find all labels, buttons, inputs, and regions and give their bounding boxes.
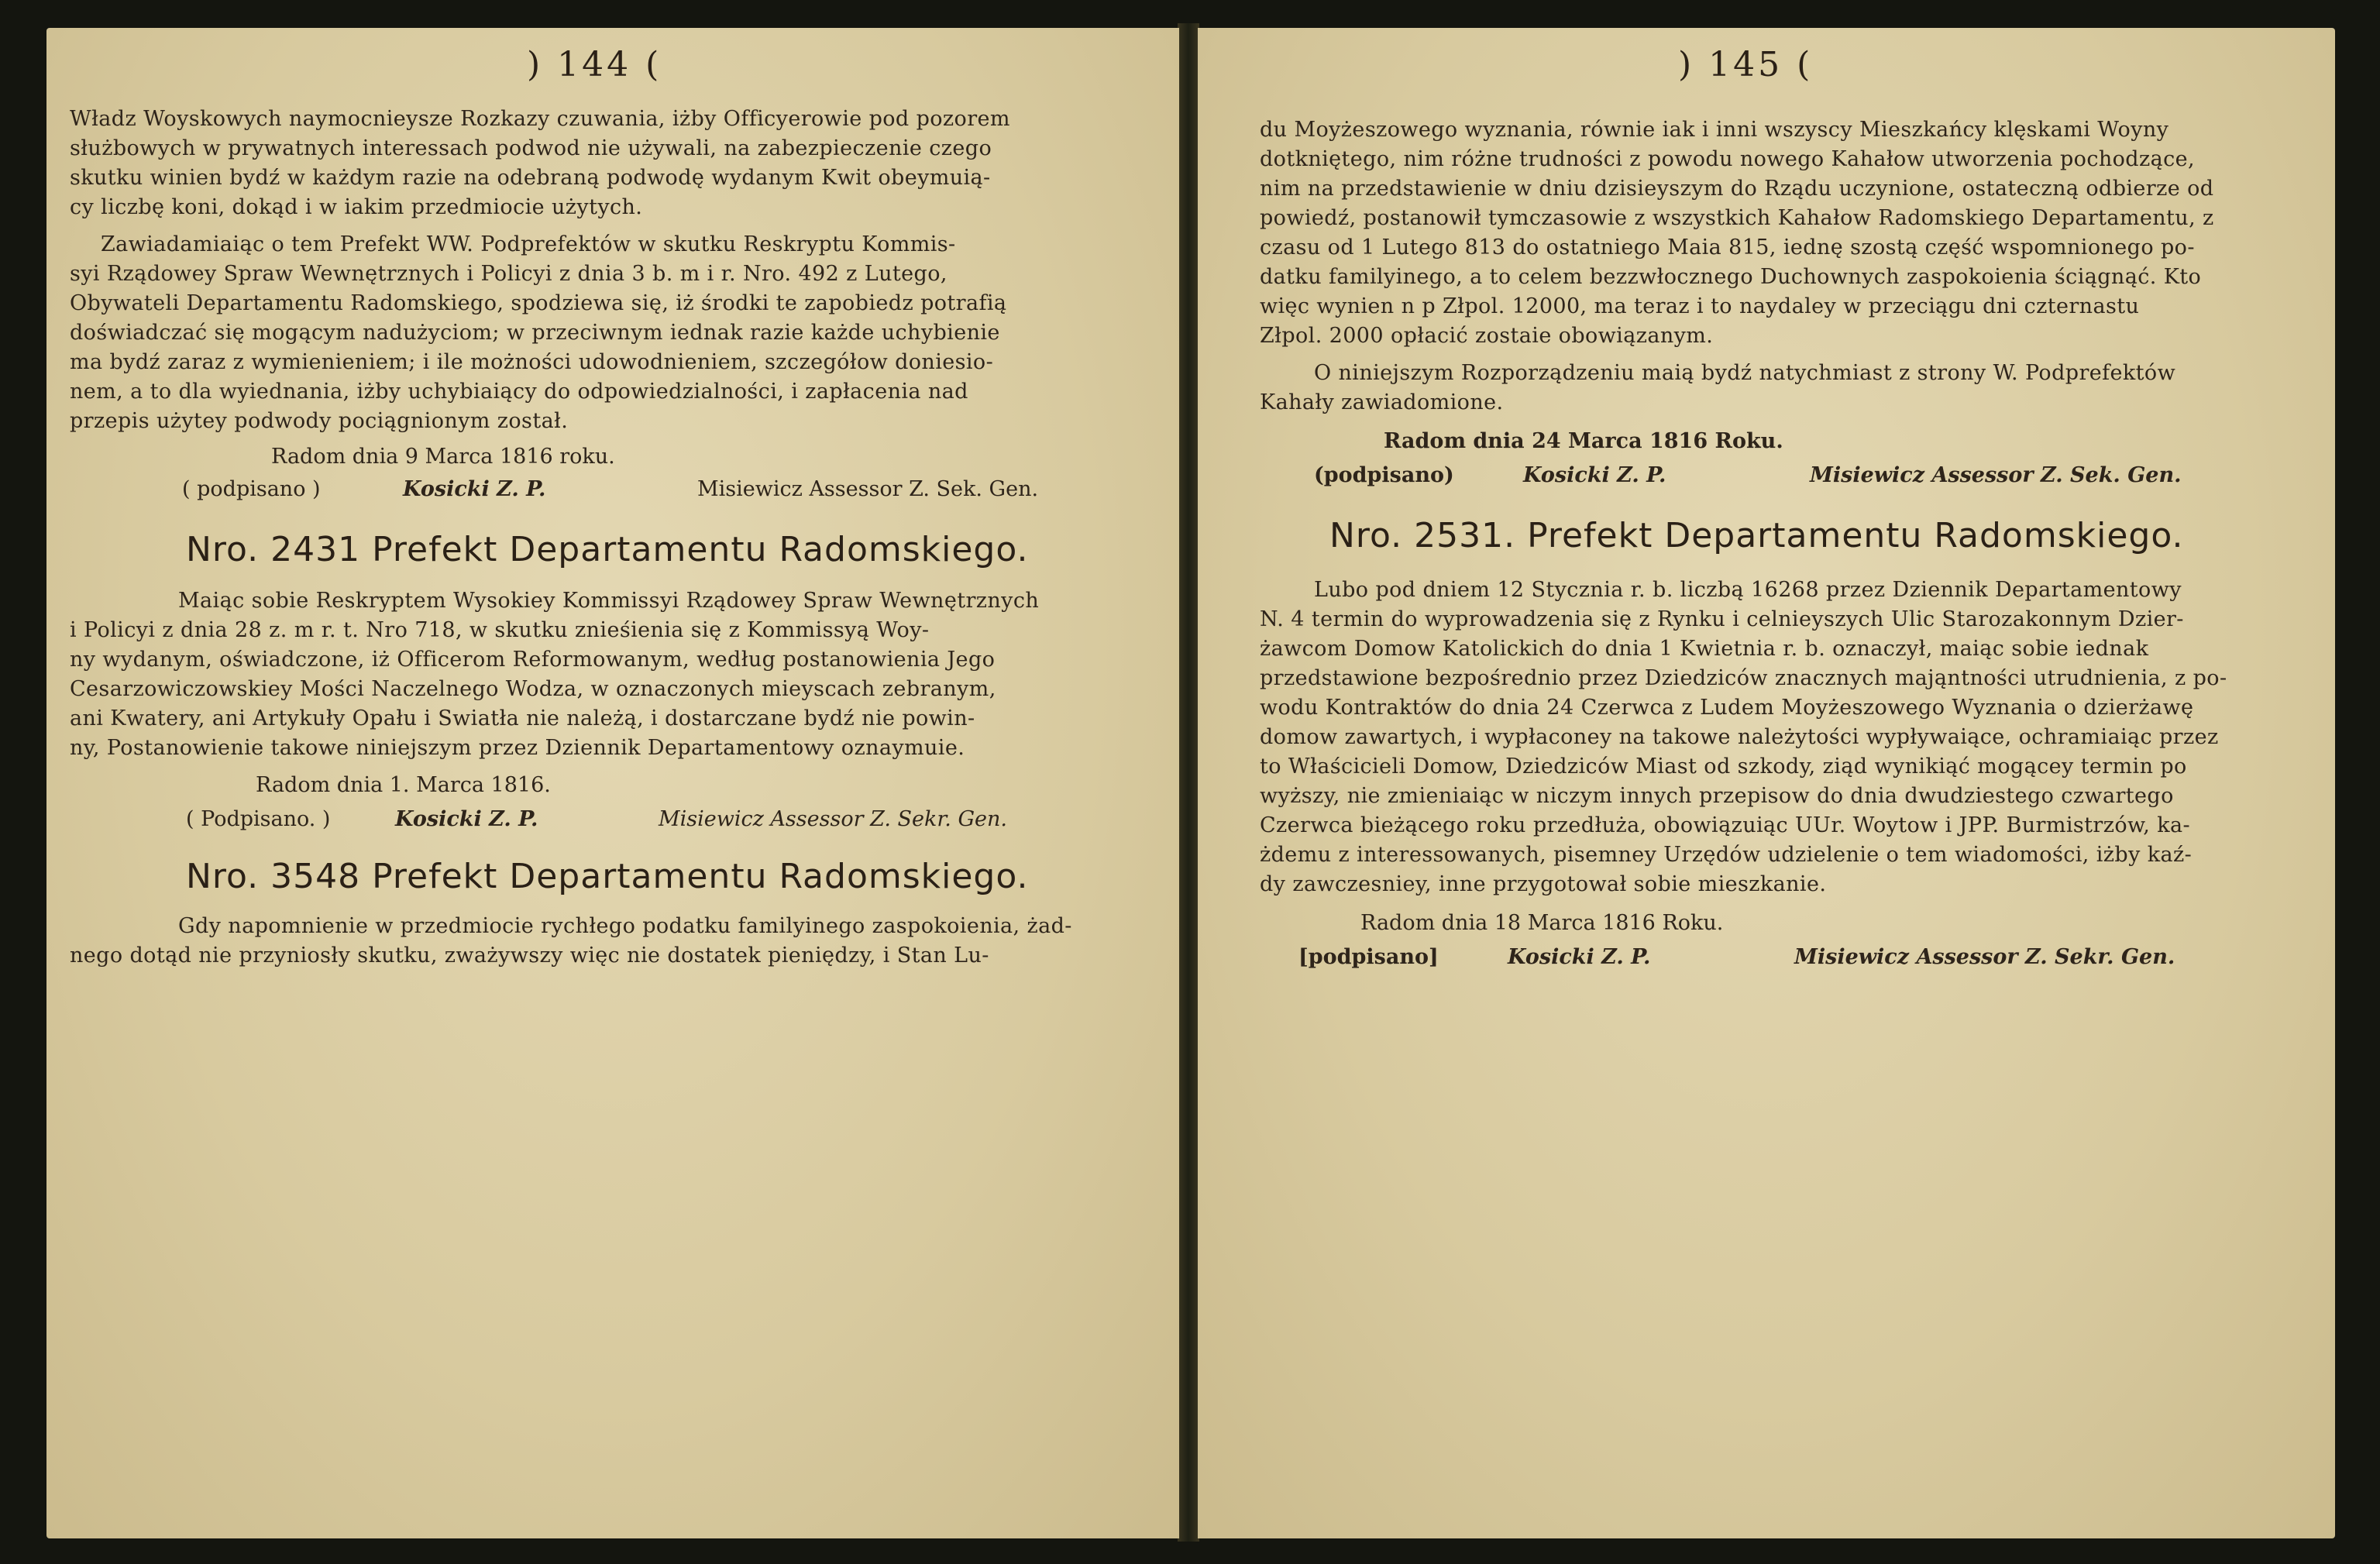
text-line: O niniejszym Rozporządzeniu maią bydź natychmiast z strony W. Podprefektów: [1314, 361, 2176, 385]
text-line: Lubo pod dniem 12 Stycznia r. b. liczbą 16268 przez Dziennik Departamentowy: [1314, 578, 2182, 602]
text-line: dotkniętego, nim różne trudności z powodu nowego Kahałow utworzenia pochodzące,: [1260, 147, 2195, 171]
signed-mark: [podpisano]: [1298, 945, 1439, 969]
text-line: datku familyinego, a to celem bezzwłocznego Duchownych zaspokoienia ściągnąć. Kto: [1260, 265, 2202, 289]
left-page: [46, 28, 1179, 1538]
text-line: Obywateli Departamentu Radomskiego, spodziewa się, iż środki te zapobiedz potrafią: [70, 291, 1007, 315]
book-gutter: [1178, 23, 1199, 1542]
signature-assessor: Misiewicz Assessor Z. Sekr. Gen.: [1794, 945, 2175, 969]
text-line: ny wydanym, oświadczone, iż Officerom Reformowanym, według postanowienia Jego: [70, 648, 996, 672]
dateline: Radom dnia 1. Marca 1816.: [256, 773, 551, 797]
section-heading: Nro. 3548 Prefekt Departamentu Radomskiego.: [186, 857, 1029, 896]
text-line: du Moyżeszowego wyznania, równie iak i inni wszyscy Mieszkańcy klęskami Woyny: [1260, 118, 2169, 142]
text-line: Zawiadamiaiąc o tem Prefekt WW. Podprefektów w skutku Reskryptu Kommis-: [101, 232, 956, 256]
signature-name: Kosicki Z. P.: [1508, 945, 1651, 969]
text-line: więc wynien n p Złpol. 12000, ma teraz i to naydaley w przeciągu dni czternastu: [1260, 294, 2140, 318]
text-line: żdemu z interessowanych, pisemney Urzędów udzielenie o tem wiadomości, iżby kaź-: [1260, 843, 2193, 867]
text-line: domow zawartych, i wypłaconey na takowe należytości wypływaiące, ochramiaiąc przez: [1260, 725, 2219, 749]
signed-mark: (podpisano): [1314, 463, 1454, 487]
text-line: służbowych w prywatnych interessach podwod nie używali, na zabezpieczenie czego: [70, 136, 992, 160]
signature-assessor: Misiewicz Assessor Z. Sek. Gen.: [1810, 463, 2182, 487]
text-line: ma bydź zaraz z wymienieniem; i ile możności udowodnieniem, szczegółow doniesio-: [70, 350, 994, 374]
text-line: syi Rządowey Spraw Wewnętrznych i Policyi z dnia 3 b. m i r. Nro. 492 z Lutego,: [70, 262, 948, 286]
text-line: powiedź, postanowił tymczasowie z wszystkich Kahałow Radomskiego Departamentu, z: [1260, 206, 2214, 230]
text-line: cy liczbę koni, dokąd i w iakim przedmiocie użytych.: [70, 195, 643, 219]
text-line: przepis użytey podwody pociągnionym został.: [70, 409, 569, 433]
section-heading: Nro. 2531. Prefekt Departamentu Radomskiego.: [1329, 516, 2184, 555]
text-line: Złpol. 2000 opłacić zostaie obowiązanym.: [1260, 324, 1714, 348]
page-number: ) 144 (: [527, 45, 662, 84]
text-line: ny, Postanowienie takowe niniejszym przez Dziennik Departamentowy oznaymuie.: [70, 736, 965, 760]
text-line: Maiąc sobie Reskryptem Wysokiey Kommissyi Rządowey Spraw Wewnętrznych: [178, 589, 1040, 613]
text-line: Władz Woyskowych naymocnieysze Rozkazy czuwania, iżby Officyerowie pod pozorem: [70, 107, 1010, 131]
text-line: ani Kwatery, ani Artykuły Opału i Swiatła nie należą, i dostarczane bydź nie powin-: [70, 706, 975, 730]
left-page-text: [46, 28, 1179, 1538]
dateline: Radom dnia 18 Marca 1816 Roku.: [1360, 911, 1724, 935]
text-line: dy zawczesniey, inne przygotował sobie mieszkanie.: [1260, 872, 1827, 896]
signature-name: Kosicki Z. P.: [395, 807, 538, 831]
signed-mark: ( podpisano ): [182, 477, 321, 501]
text-line: Gdy napomnienie w przedmiocie rychłego podatku familyinego zaspokoienia, żad-: [178, 914, 1072, 938]
right-page-text: [1198, 28, 2335, 1538]
text-line: nim na przedstawienie w dniu dzisieyszym do Rządu uczynione, ostateczną odbierze od: [1260, 177, 2214, 201]
signed-mark: ( Podpisano. ): [186, 807, 331, 831]
text-line: Cesarzowiczowskiey Mości Naczelnego Wodza, w oznaczonych mieyscach zebranym,: [70, 677, 996, 701]
text-line: żawcom Domow Katolickich do dnia 1 Kwietnia r. b. oznaczył, maiąc sobie iednak: [1260, 637, 2149, 661]
text-line: wodu Kontraktów do dnia 24 Czerwca z Ludem Moyżeszowego Wyznania o dzierżawę: [1260, 696, 2194, 720]
text-line: czasu od 1 Lutego 813 do ostatniego Maia 815, iednę szostą część wspomnionego po-: [1260, 235, 2195, 260]
text-line: Czerwca bieżącego roku przedłuża, obowiązuiąc UUr. Woytow i JPP. Burmistrzów, ka-: [1260, 813, 2191, 837]
text-line: wyższy, nie zmieniaiąc w niczym innych przepisow do dnia dwudziestego czwartego: [1260, 784, 2174, 808]
text-line: Kahały zawiadomione.: [1260, 390, 1504, 414]
text-line: to Właścicieli Domow, Dziedziców Miast od szkody, ziąd wynikiąć mogącey termin po: [1260, 755, 2187, 779]
right-page: [1198, 28, 2335, 1538]
signature-name: Kosicki Z. P.: [403, 477, 546, 501]
text-line: i Policyi z dnia 28 z. m r. t. Nro 718, w skutku znieśienia się z Kommissyą Woy-: [70, 618, 930, 642]
text-line: N. 4 termin do wyprowadzenia się z Rynku i celnieyszych Ulic Starozakonnym Dzier-: [1260, 607, 2184, 631]
text-line: nem, a to dla wyiednania, iżby uchybiaiący do odpowiedzialności, i zapłacenia nad: [70, 380, 968, 404]
dateline: Radom dnia 9 Marca 1816 roku.: [271, 445, 615, 469]
text-line: nego dotąd nie przyniosły skutku, zważywszy więc nie dostatek pieniędzy, i Stan Lu-: [70, 944, 989, 968]
signature-name: Kosicki Z. P.: [1523, 463, 1666, 487]
text-line: przedstawione bezpośrednio przez Dziedziców znacznych mająntności utrudnienia, z po-: [1260, 666, 2227, 690]
signature-assessor: Misiewicz Assessor Z. Sek. Gen.: [697, 477, 1039, 501]
section-heading: Nro. 2431 Prefekt Departamentu Radomskiego.: [186, 530, 1029, 569]
text-line: doświadczać się mogącym nadużyciom; w przeciwnym iednak razie każde uchybienie: [70, 321, 1000, 345]
signature-assessor: Misiewicz Assessor Z. Sekr. Gen.: [659, 807, 1007, 831]
text-line: skutku winien bydź w każdym razie na odebraną podwodę wydanym Kwit obeymuią-: [70, 166, 991, 190]
dateline: Radom dnia 24 Marca 1816 Roku.: [1384, 429, 1783, 453]
page-number: ) 145 (: [1678, 45, 1814, 84]
